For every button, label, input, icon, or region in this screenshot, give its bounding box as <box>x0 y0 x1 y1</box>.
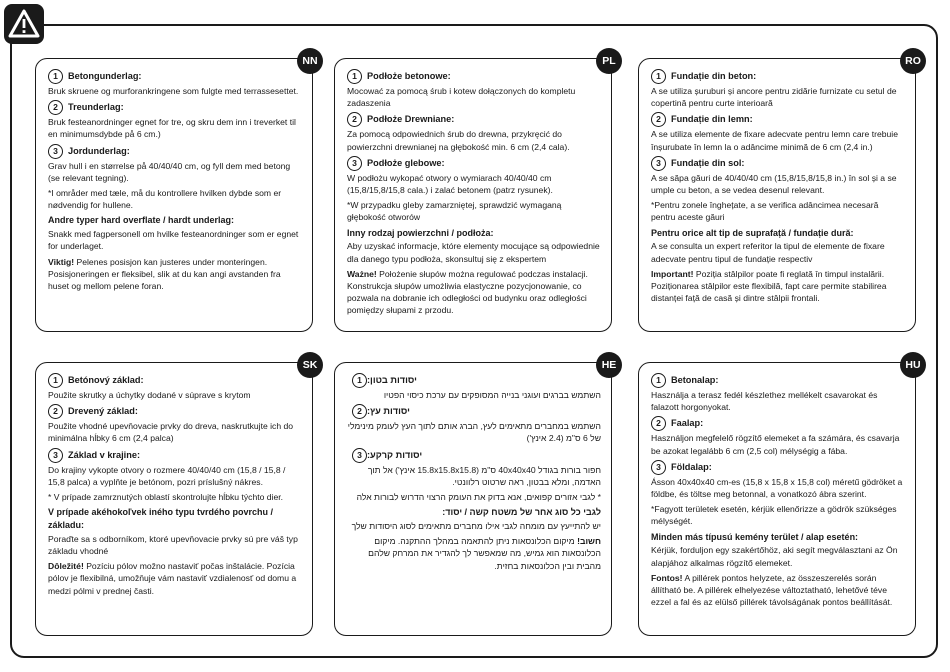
section-concrete <box>347 69 601 109</box>
section-title: Fundație din lemn: <box>671 114 753 125</box>
panel-he <box>334 359 617 636</box>
section-title: Základ v krajine: <box>68 449 141 460</box>
section-note: *I områder med tæle, må du kontrollere hvilken dybde som er nødvendig for hullene. <box>48 188 282 211</box>
section-note: *W przypadku gleby zamarzniętej, sprawdzić wymaganą głębokość otworów <box>347 200 562 223</box>
step-number: 2 <box>651 112 666 127</box>
section-note: * לגבי אזורים קפואים, אנא בדוק את העומק הרצוי הדרוש לבורות אלה <box>356 492 601 503</box>
important-label: Dôležité! <box>48 561 84 572</box>
section-title: Betónový základ: <box>68 374 144 385</box>
section-wood <box>651 416 905 456</box>
other-surface-text: Kérjük, forduljon egy szakértőhöz, aki segít megválasztani az Ön alapjához alkalmas rögzítő elemeket. <box>651 545 898 568</box>
section-soil <box>347 448 601 488</box>
other-surface-title: לגבי כל סוג אחר של משטח קשה / יסוד: <box>442 507 601 518</box>
warning-badge <box>4 4 44 44</box>
section-concrete <box>651 69 905 109</box>
important-label: חשוב! <box>577 536 601 547</box>
section-text: Za pomocą odpowiednich śrub do drewna, przykręcić do powierzchni drewnianej na głębokość min. 6 cm (2,4 cala). <box>347 129 570 152</box>
section-soil <box>48 144 302 184</box>
step-number: 2 <box>48 100 63 115</box>
section-wood <box>48 404 302 444</box>
important-text: מיקום הכלונסאות ניתן להתאמה במהלך ההתקנה. מיקום הכלונסאות הוא גמיש, מה שמאפשר לך להגדיר את המרחק שלהם מהבית ובין הכלונסאות בחזית. <box>368 536 601 571</box>
section-title: יסודות קרקע: <box>367 449 423 460</box>
important-text: Pozíciu pólov možno nastaviť počas inštalácie. Pozícia pólov je flexibilná, umožňuje vám nastaviť vzdialenosť od domu a medzi pólmi v prednej časti. <box>48 561 297 596</box>
step-number: 1 <box>651 373 666 388</box>
section-text: A se săpa găuri de 40/40/40 cm (15,8/15,8/15,8 in.) în sol și a se umple cu beton, a se vedea desenul relevant. <box>651 172 897 196</box>
step-number: 3 <box>48 448 63 463</box>
important-text: Pelenes posisjon kan justeres under monteringen. Posisjoneringen er fleksibel, slik at du kan angi avstanden fra huset og mellom pelene foran. <box>48 256 281 291</box>
language-badge: NN <box>297 48 323 74</box>
section-note: *Fagyott területek esetén, kérjük ellenőrizze a gödrök szükséges mélységét. <box>651 504 897 527</box>
important-note <box>651 572 905 609</box>
warning-triangle-icon <box>8 8 40 40</box>
section-text: השתמש במחברים מתאימים לעץ, הברג אותם לתוך העץ לעומק מינימלי של 6 ס"מ (2.4 אינץ') <box>347 421 601 444</box>
section-title: Podłoże betonowe: <box>367 70 451 81</box>
section-soil <box>651 156 905 196</box>
section-text: Mocować za pomocą śrub i kotew dołączonych do kompletu zadaszenia <box>347 86 576 109</box>
panel-pl <box>334 55 616 332</box>
section-title: Podłoże Drewniane: <box>367 114 455 125</box>
section-concrete <box>48 373 302 401</box>
section-text: Ásson 40x40x40 cm-es (15,8 x 15,8 x 15,8 col) méretű gödröket a földbe, és töltse meg betonnal, a vonatkozó ábra szerint. <box>651 476 903 500</box>
section-concrete <box>651 373 905 413</box>
other-surface-text: יש להתייעץ עם מומחה לגבי אילו מחברים מתאימים לסוג היסודות שלך <box>351 520 601 531</box>
step-number: 1 <box>48 69 63 84</box>
panel-ro <box>638 55 921 332</box>
section-title: Jordunderlag: <box>68 145 130 156</box>
other-surface-title: V prípade akéhokoľvek iného typu tvrdého povrchu / základu: <box>48 507 274 530</box>
section-text: חפור בורות בגודל 40x40x40 ס"מ (15.8x15.8x15.8 אינץ') אל תוך האדמה, ומלא בבטון, ראה שרטוט רלוונטי. <box>367 464 601 487</box>
section-wood <box>48 100 302 140</box>
section-title: Podłoże glebowe: <box>367 157 445 168</box>
section-wood <box>347 404 601 444</box>
section-text: Használja a terasz fedél készlethez mellékelt csavarokat és falazott horgonyokat. <box>651 390 878 413</box>
step-number: 1 <box>651 69 666 84</box>
important-label: Important! <box>651 268 694 279</box>
step-number: 1 <box>48 373 63 388</box>
panel-sk <box>35 359 318 636</box>
panel-nn <box>35 55 318 332</box>
other-surface-title: Pentru orice alt tip de suprafață / fundație dură: <box>651 227 854 238</box>
other-surface-text: Snakk med fagpersonell om hvilke festeanordninger som er egnet for underlaget. <box>48 229 299 252</box>
language-badge: HE <box>596 352 622 378</box>
step-number: 3 <box>651 156 666 171</box>
other-surface-title: Minden más típusú kemény terület / alap esetén: <box>651 531 859 542</box>
section-text: Bruk skruene og murforankringene som fulgte med terrassesettet. <box>48 86 299 96</box>
step-number: 3 <box>352 448 367 463</box>
step-number: 1 <box>352 373 367 388</box>
section-text: Grav hull i en størrelse på 40/40/40 cm, og fyll dem med betong (se relevant tegning). <box>48 160 291 183</box>
step-number: 2 <box>48 404 63 419</box>
section-text: A se utiliza șuruburi și ancore pentru zidărie furnizate cu setul de copertină pentru curte interioară <box>651 86 897 109</box>
section-soil <box>48 448 302 488</box>
important-label: Viktig! <box>48 256 75 267</box>
section-note: * V prípade zamrznutých oblastí skontrolujte hĺbku týchto dier. <box>48 492 284 503</box>
important-note <box>347 268 601 317</box>
section-text: השתמש בברגים ועוגני בנייה המסופקים עם ערכת כיסוי הפטיו <box>383 390 601 400</box>
language-badge: HU <box>900 352 926 378</box>
section-title: Betonalap: <box>671 374 719 385</box>
section-concrete <box>347 373 601 401</box>
section-title: Fundație din beton: <box>671 70 757 81</box>
section-text: Použite vhodné upevňovacie prvky do dreva, naskrutkujte ich do minimálna hĺbky 6 cm (2,4 palca) <box>48 421 294 444</box>
step-number: 3 <box>651 460 666 475</box>
important-note <box>347 535 601 572</box>
section-text: A se utiliza elemente de fixare adecvate pentru lemn care trebuie înșurubate în lemn la o adâncime minimă de 6 cm (2,4 in.) <box>651 129 898 152</box>
important-text: Położenie słupów można regulować podczas instalacji. Konstrukcja słupów umożliwia elastyczne pozycjonowanie, co pozwala na dobranie ich odległości od budynku oraz odległości pomiędzy słupami z przodu. <box>347 268 588 316</box>
section-soil <box>651 460 905 500</box>
panel-hu <box>638 359 921 636</box>
step-number: 2 <box>651 416 666 431</box>
section-text: Do krajiny vykopte otvory o rozmere 40/40/40 cm (15,8 / 15,8 / 15,8 palca) a vyplňte je betónom, pozri príslušný nákres. <box>48 464 286 487</box>
section-text: Használjon megfelelő rögzítő elemeket a fa számára, és csavarja be azokat legalább 6 cm (2,5 col) mélységig a fába. <box>651 433 900 456</box>
step-number: 3 <box>347 156 362 171</box>
section-title: Betongunderlag: <box>68 70 142 81</box>
important-note <box>651 268 905 305</box>
section-title: יסודות עץ: <box>367 406 410 417</box>
section-title: יסודות בטון: <box>367 374 417 385</box>
other-surface-title: Andre typer hard overflate / hardt underlag: <box>48 215 235 226</box>
section-text: Bruk festeanordninger egnet for tre, og skru dem inn i treverket til en minimumsdybde på 6 cm.) <box>48 117 296 140</box>
section-title: Treunderlag: <box>68 102 124 113</box>
step-number: 3 <box>48 144 63 159</box>
section-title: Faalap: <box>671 418 704 429</box>
step-number: 2 <box>347 112 362 127</box>
other-surface-title: Inny rodzaj powierzchni / podłoża: <box>347 227 494 238</box>
important-note <box>48 256 302 293</box>
section-text: W podłożu wykopać otwory o wymiarach 40/40/40 cm (15,8/15,8/15,8 cala.) i zalać betonem (patrz rysunek). <box>347 172 553 196</box>
language-badge: SK <box>297 352 323 378</box>
section-title: Fundație din sol: <box>671 157 745 168</box>
section-wood <box>651 112 905 152</box>
important-label: Ważne! <box>347 268 377 279</box>
other-surface-text: A se consulta un expert referitor la tipul de elemente de fixare adecvate pentru tipul de fundație respectiv <box>651 241 885 264</box>
section-soil <box>347 156 601 196</box>
step-number: 2 <box>352 404 367 419</box>
other-surface-text: Poraďte sa s odborníkom, ktoré upevňovacie prvky sú pre váš typ základu vhodné <box>48 533 298 556</box>
language-badge: PL <box>596 48 622 74</box>
section-title: Földalap: <box>671 461 712 472</box>
important-label: Fontos! <box>651 572 683 583</box>
other-surface-text: Aby uzyskać informacje, które elementy mocujące są odpowiednie dla danego typu podłoża, skonsultuj się z ekspertem <box>347 241 600 264</box>
section-wood <box>347 112 601 152</box>
section-note: *Pentru zonele înghețate, a se verifica adâncimea necesară pentru aceste găuri <box>651 200 879 223</box>
section-text: Použite skrutky a úchytky dodané v súprave s krytom <box>48 390 251 400</box>
step-number: 1 <box>347 69 362 84</box>
important-note <box>48 560 302 597</box>
section-title: Drevený základ: <box>68 406 138 417</box>
important-text: Poziția stâlpilor poate fi reglată în timpul instalării. Poziționarea stâlpilor este flexibilă, fapt care permite stabilirea distanței față de casă și dintre stâlpii frontali. <box>651 268 887 304</box>
important-text: A pillérek pontos helyzete, az összeszerelés során állítható be. A pillérek elhelyezése változtatható, lehetővé téve ezzel a fal és az elülső pillérek távolságának pontos beállítását. <box>651 572 893 608</box>
section-concrete <box>48 69 302 97</box>
language-badge: RO <box>900 48 926 74</box>
